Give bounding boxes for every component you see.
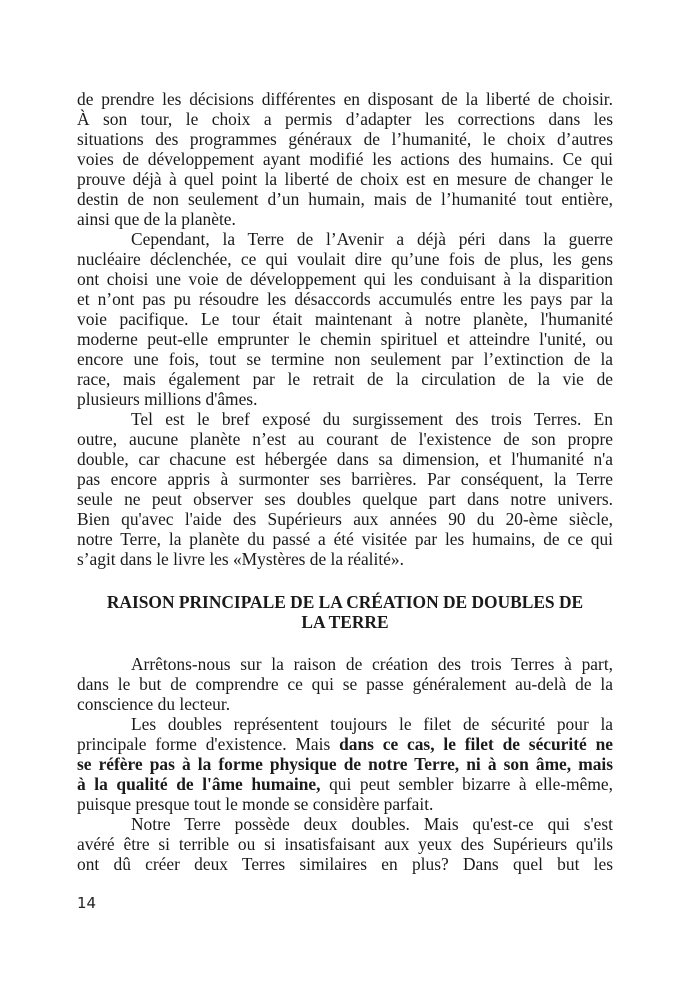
text-line: Bien qu'avec l'aide des Supérieurs aux années 90 du 20-ème siècle,	[77, 509, 613, 529]
text-line: Tel est le bref exposé du surgissement des trois Terres. En	[131, 409, 613, 429]
text-line: s’agit dans le livre les «Mystères de la réalité».	[77, 549, 404, 569]
paragraph	[77, 714, 613, 814]
text-line: conscience du lecteur.	[77, 694, 231, 714]
text-line: Cependant, la Terre de l’Avenir a déjà péri dans la guerre	[131, 229, 613, 249]
text-line: avéré être si terrible ou si insatisfaisant aux yeux des Supérieurs qu'ils	[77, 834, 613, 854]
text-line: puisque presque tout le monde se considère parfait.	[77, 794, 434, 814]
text-section-before-heading	[77, 89, 613, 569]
page-number: 14	[77, 894, 97, 912]
text-line: encore une fois, tout se termine non seulement par l’extinction de la	[77, 349, 613, 369]
text-line: plusieurs millions d'âmes.	[77, 389, 258, 409]
section-heading	[77, 592, 613, 632]
text-line: race, mais également par le retrait de la circulation de la vie de	[77, 369, 613, 389]
text-span: qui peut sembler bizarre à elle-même,	[320, 774, 613, 794]
text-section-after-heading	[77, 654, 613, 874]
paragraph	[77, 409, 613, 569]
text-line: À son tour, le choix a permis d’adapter les corrections dans les	[77, 109, 613, 129]
text-line: Notre Terre possède deux doubles. Mais qu'est-ce qui s'est	[131, 814, 613, 834]
paragraph	[77, 654, 613, 714]
text-line: de prendre les décisions différentes en disposant de la liberté de choisir.	[77, 89, 613, 109]
paragraph	[77, 229, 613, 409]
paragraph	[77, 89, 613, 229]
text-line: ainsi que de la planète.	[77, 209, 236, 229]
text-line	[77, 734, 613, 754]
text-line: Les doubles représentent toujours le filet de sécurité pour la	[131, 714, 613, 734]
bold-text: à la qualité de l'âme humaine,	[77, 774, 321, 794]
bold-text: dans ce cas, le filet de sécurité ne	[339, 734, 613, 754]
text-line: voie pacifique. Le tour était maintenant à notre planète, l'humanité	[77, 309, 613, 329]
text-line: outre, aucune planète n’est au courant de l'existence de son propre	[77, 429, 613, 449]
text-line: destin de non seulement d’un humain, mais de l’humanité tout entière,	[77, 189, 613, 209]
text-line: ont dû créer deux Terres similaires en plus? Dans quel but les	[77, 854, 613, 874]
text-line: double, car chacune est hébergée dans sa dimension, et l'humanité n'a	[77, 449, 613, 469]
text-line: notre Terre, la planète du passé a été visitée par les humains, de ce qui	[77, 529, 613, 549]
paragraph	[77, 814, 613, 874]
text-line: prouve déjà à quel point la liberté de choix est en mesure de changer le	[77, 169, 613, 189]
text-line: nucléaire déclenchée, ce qui voulait dire qu’une fois de plus, les gens	[77, 249, 613, 269]
text-line: Arrêtons-nous sur la raison de création des trois Terres à part,	[131, 654, 613, 674]
heading-line: RAISON PRINCIPALE DE LA CRÉATION DE DOUBLES DE	[106, 592, 584, 612]
text-line: pas encore appris à surmonter ses barrières. Par conséquent, la Terre	[77, 469, 613, 489]
heading-line: LA TERRE	[301, 612, 389, 632]
text-span: principale forme d'existence. Mais	[77, 734, 340, 754]
text-line: situations des programmes généraux de l’humanité, le choix d’autres	[77, 129, 613, 149]
text-line: voies de développement ayant modifié les actions des humains. Ce qui	[77, 149, 613, 169]
text-line: moderne peut-elle emprunter le chemin spirituel et atteindre l'unité, ou	[77, 329, 613, 349]
text-line	[77, 774, 613, 794]
text-line: ont choisi une voie de développement qui les conduisant à la disparition	[77, 269, 613, 289]
text-line: dans le but de comprendre ce qui se passe généralement au-delà de la	[77, 674, 613, 694]
text-line: seule ne peut observer ses doubles quelque part dans notre univers.	[77, 489, 613, 509]
text-line	[77, 754, 613, 774]
text-line: et n’ont pas pu résoudre les désaccords accumulés entre les pays par la	[77, 289, 613, 309]
bold-text: se réfère pas à la forme physique de notre Terre, ni à son âme, mais	[77, 754, 613, 774]
